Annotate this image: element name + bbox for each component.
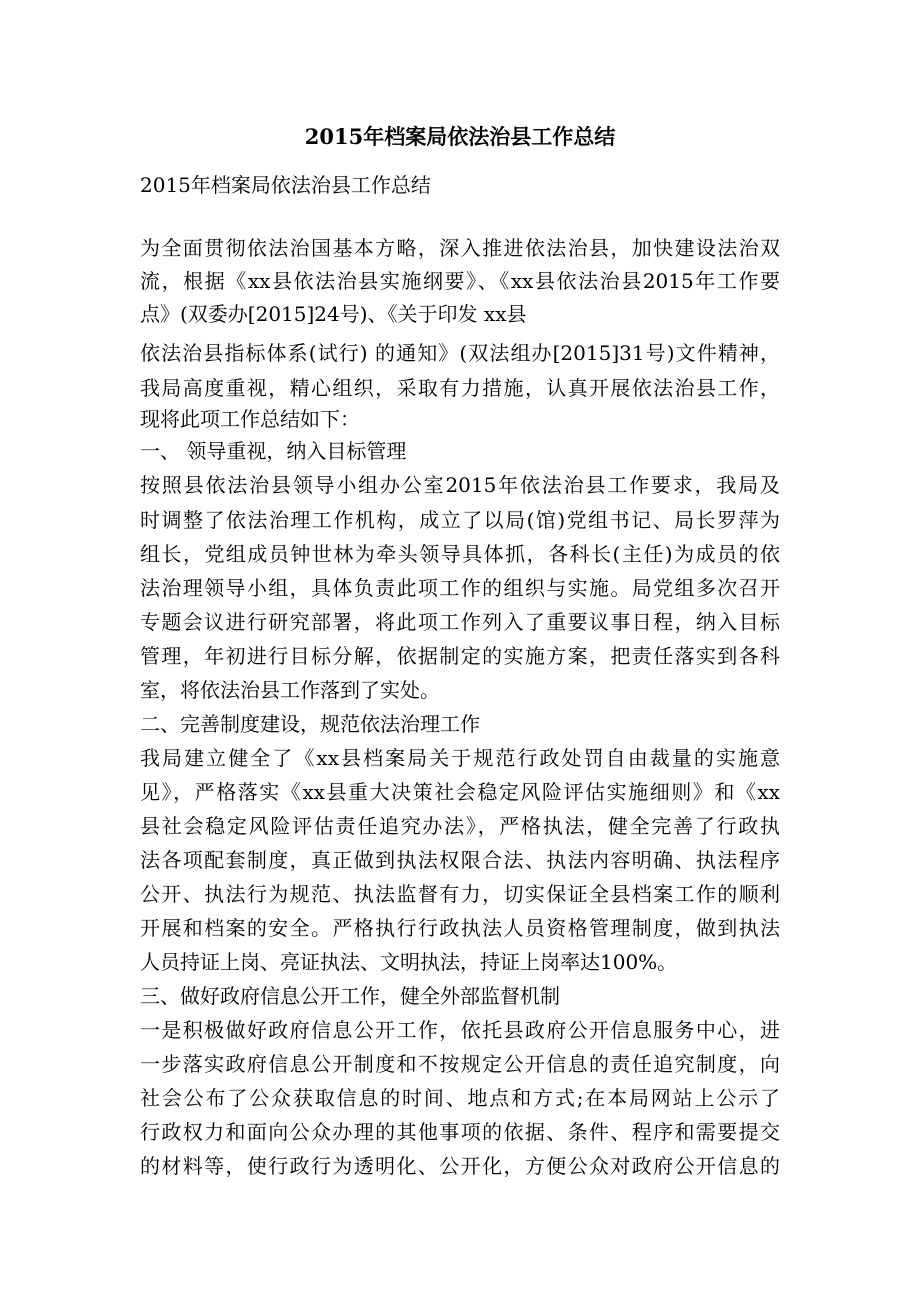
- section-heading-2: 二、完善制度建设，规范依法治理工作: [140, 712, 480, 736]
- document-title: 2015年档案局依法治县工作总结: [304, 124, 616, 149]
- section-heading-1: 一、 领导重视，纳入目标管理: [140, 439, 407, 463]
- body-line: 县社会稳定风险评估责任追究办法》，严格执法，健全完善了行政执: [140, 814, 780, 838]
- body-line: 室，将依法治县工作落到了实处。: [140, 678, 440, 702]
- body-line: 为全面贯彻依法治国基本方略，深入推进依法治县，加快建设法治双: [140, 236, 780, 260]
- body-line: 现将此项工作总结如下：: [140, 407, 360, 431]
- body-line: 法治理领导小组，具体负责此项工作的组织与实施。局党组多次召开: [140, 576, 780, 600]
- body-line: 按照县依法治县领导小组办公室2015年依法治县工作要求，我局及: [140, 473, 780, 497]
- body-line: 流，根据《xx县依法治县实施纲要》、《xx县依法治县2015年工作要: [140, 269, 780, 293]
- body-line: 行政权力和面向公众办理的其他事项的依据、条件、程序和需要提交: [140, 1120, 780, 1144]
- body-line: 管理，年初进行目标分解，依据制定的实施方案，把责任落实到各科: [140, 644, 780, 668]
- body-line: 开展和档案的安全。严格执行行政执法人员资格管理制度，做到执法: [140, 916, 780, 940]
- body-line: 见》，严格落实《xx县重大决策社会稳定风险评估实施细则》和《xx: [140, 780, 780, 804]
- body-line: 一步落实政府信息公开制度和不按规定公开信息的责任追究制度，向: [140, 1052, 780, 1076]
- body-line: 公开、执法行为规范、执法监督有力，切实保证全县档案工作的顺利: [140, 882, 780, 906]
- body-line: 组长，党组成员钟世林为牵头领导具体抓，各科长(主任)为成员的依: [140, 542, 780, 566]
- body-line: 的材料等，使行政行为透明化、公开化，方便公众对政府公开信息的: [140, 1154, 780, 1178]
- subtitle-line: 2015年档案局依法治县工作总结: [140, 173, 431, 197]
- body-line: 依法治县指标体系(试行) 的通知》(双法组办[2015]31号)文件精神，: [140, 341, 780, 365]
- section-heading-3: 三、做好政府信息公开工作，健全外部监督机制: [140, 984, 560, 1008]
- body-line: 专题会议进行研究部署，将此项工作列入了重要议事日程，纳入目标: [140, 610, 780, 634]
- body-line: 我局建立健全了《xx县档案局关于规范行政处罚自由裁量的实施意: [140, 746, 780, 770]
- body-line: 社会公布了公众获取信息的时间、地点和方式;在本局网站上公示了: [140, 1086, 780, 1110]
- body-line: 我局高度重视，精心组织，采取有力措施，认真开展依法治县工作，: [140, 376, 780, 400]
- body-line: 人员持证上岗、亮证执法、文明执法，持证上岗率达100%。: [140, 950, 678, 974]
- body-line: 一是积极做好政府信息公开工作，依托县政府公开信息服务中心，进: [140, 1018, 780, 1042]
- body-line: 时调整了依法治理工作机构，成立了以局(馆)党组书记、局长罗萍为: [140, 508, 780, 532]
- body-line: 法各项配套制度，真正做到执法权限合法、执法内容明确、执法程序: [140, 848, 780, 872]
- body-line: 点》(双委办[2015]24号)、《关于印发 xx县: [140, 302, 527, 326]
